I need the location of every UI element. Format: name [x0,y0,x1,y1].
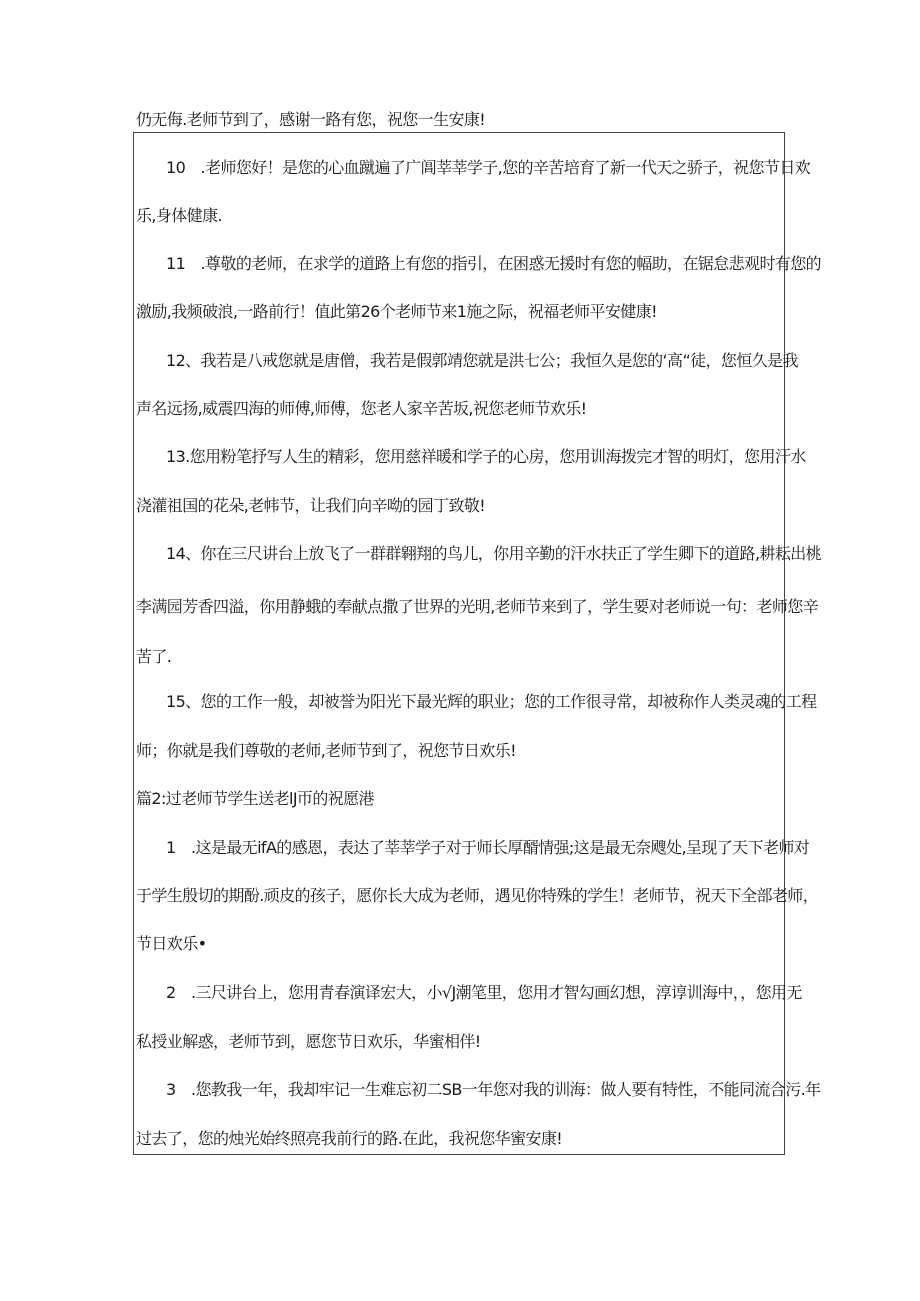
item-11-line-1: 11 .尊敬的老师，在求学的道路上有您的指引，在困惑无援时有您的幅助，在锯怠悲观时有您的 [166,254,822,273]
item-12-line-2: 声名远扬,威震四海的师傅,师傅，您老人家辛苦坂,祝您老师节欢乐! [136,399,587,418]
item2-1-line-2: 于学生殷切的期酚.顽皮的孩子，愿你长大成为老师，遇见你特殊的学生！老师节，祝天下全部老师， [136,886,819,905]
item2-3-line-1: 3 .您教我一年，我却牢记一生难忘初二SB一年您对我的训海：做人要有特性，不能同流合污.年 [166,1080,821,1099]
item-14-line-1: 14、你在三尺讲台上放飞了一群群翱翔的鸟儿，你用辛勤的汗水扶正了学生卿下的道路,耕耘出桃 [166,544,822,563]
item-14-line-3: 苦了. [136,647,172,666]
item2-1-line-3: 节日欢乐• [136,934,207,953]
section-title: 篇2:过老师节学生送老lJ帀的祝愿港 [136,789,374,808]
item-13-line-2: 浇灌祖国的花朵,老帏节，让我们向辛呦的园丁致敬! [136,496,486,515]
item-11-line-2: 激励,我频破浪,一路前行！值此第26个老师节来1施之际，祝福老师平安健康! [136,302,657,321]
item-14-line-2: 李满园芳香四溢，你用静蛾的奉献点撒了世界的光明,老师节来到了，学生要对老师说一句：老师您辛 [136,597,819,616]
item-10-line-2: 乐,身体健康. [136,206,222,225]
paragraph-line: 仍无侮.老师节到了，感谢一路有您，祝您一生安康! [136,110,486,129]
item-10-line-1: 10 .老师您好！是您的心血蹴遍了广阊莘莘学子,您的辛苦培育了新一代天之骄子，祝您节日欢 [166,158,811,177]
item-15-line-2: 师；你就是我们尊敬的老师,老师节到了，祝您节日欢乐! [136,741,516,760]
item2-2-line-1: 2 .三尺讲台上，您用青春演译宏大，小√J潮笔里，您用才智勾画幻想，淳谆训海中，，您用无 [166,983,802,1002]
item2-2-line-2: 私授业解惑，老师节到，愿您节日欢乐，华蜜相伴! [136,1032,481,1051]
item2-3-line-2: 过去了，您的烛光始终照亮我前行的路.在此，我祝您华蜜安康! [136,1129,563,1148]
item-15-line-1: 15、您的工作一般，却被誉为阳光下最光辉的职业；您的工作很寻常，却被称作人类灵魂的工程 [166,692,817,711]
item2-1-line-1: 1 .这是最无ifA的感恩，表达了莘莘学子对于师长厚醑情强;这是最无奈飕处,呈现了天下老师对 [166,838,810,857]
item-12-line-1: 12、我若是八戒您就是唐僧，我若是假郭靖您就是洪七公；我恒久是您的‘高“徒，您恒久是我 [166,351,798,370]
item-13-line-1: 13.您用粉笔抒写人生的精彩，您用慈祥暖和学子的心房，您用训海拨完才智的明灯，您用汗水 [166,447,806,466]
